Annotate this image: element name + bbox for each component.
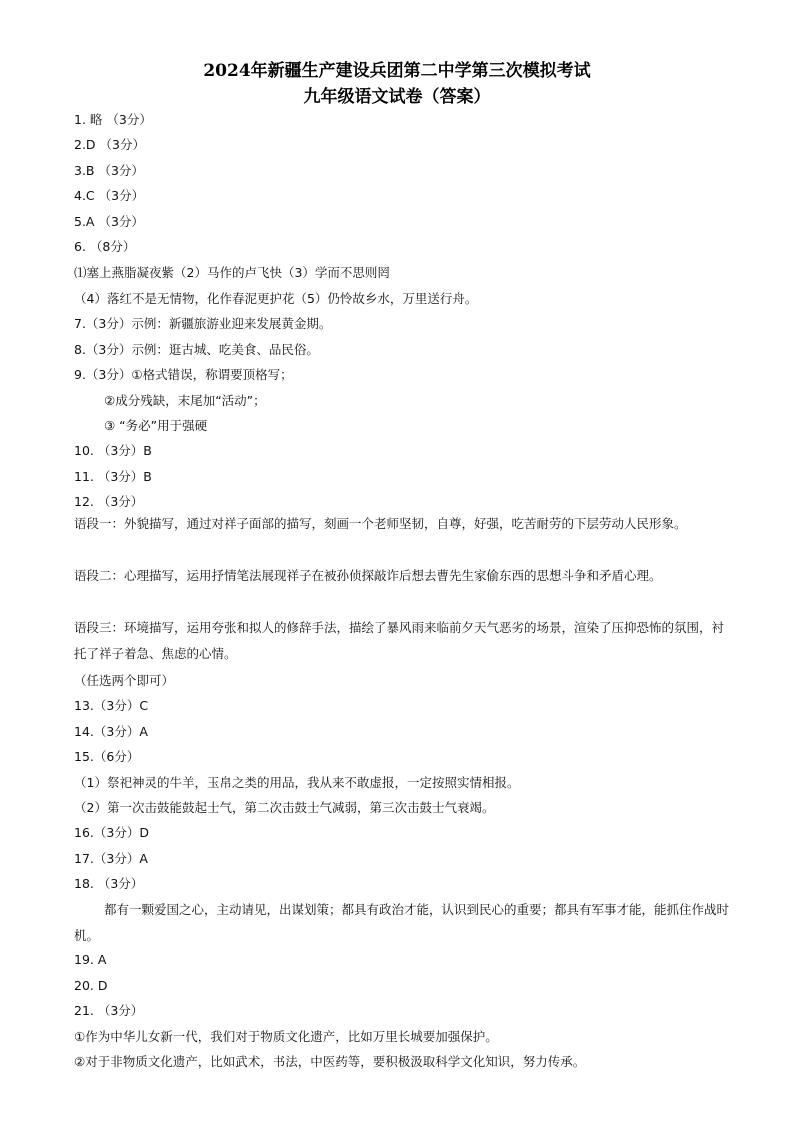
answer-21-part-1: ①作为中华儿女新一代，我们对于物质文化遗产，比如万里长城要加强保护。 [74,1029,498,1044]
answer-21-heading: 21. （3分） [74,1003,144,1018]
answer-6-heading: 6. （8分） [74,239,136,254]
answer-10: 10. （3分）B [74,443,152,458]
answer-13: 13.（3分）C [74,698,149,713]
answer-20: 20. D [74,978,108,993]
answer-12-paragraph-2: 语段二：心理描写，运用抒情笔法展现祥子在被孙侦探敲诈后想去曹先生家偷东西的思想斗争和矛盾心理。 [74,568,662,583]
page-title: 2024年新疆生产建设兵团第二中学第三次模拟考试 [203,61,591,81]
answer-18-paragraph: 都有一颗爱国之心，主动请见，出谋划策；都具有政治才能，认识到民心的重要；都具有军事才能，能抓住作战时机。 [74,902,730,943]
answer-4: 4.C （3分） [74,188,145,203]
answer-9-part-3: ③ “务必”用于强硬 [104,418,208,433]
answer-16: 16.（3分）D [74,825,149,840]
answer-14: 14.（3分）A [74,724,148,739]
answer-12-note: （任选两个即可） [74,673,175,688]
page-subtitle: 九年级语文试卷（答案） [303,87,491,107]
answer-19: 19. A [74,952,107,967]
answer-21-part-2: ②对于非物质文化遗产，比如武术，书法，中医药等，要积极汲取科学文化知识，努力传承。 [74,1054,586,1069]
answer-12-paragraph-1: 语段一：外貌描写，通过对祥子面部的描写，刻画一个老师坚韧，自尊，好强，吃苦耐劳的下层劳动人民形象。 [74,516,687,531]
answer-2: 2.D （3分） [74,137,145,152]
answer-6-part-2: （4）落红不是无情物，化作春泥更护花（5）仍怜故乡水，万里送行舟。 [74,291,478,306]
answer-12-heading: 12. （3分） [74,494,144,509]
answer-15-part-2: （2）第一次击鼓能鼓起士气，第二次击鼓士气减弱，第三次击鼓士气衰竭。 [74,800,495,815]
answer-3: 3.B （3分） [74,163,144,178]
answer-11: 11. （3分）B [74,469,152,484]
answer-5: 5.A （3分） [74,214,144,229]
answer-18-heading: 18. （3分） [74,876,144,891]
answer-7: 7.（3分）示例：新疆旅游业迎来发展黄金期。 [74,316,332,331]
answer-15-part-1: （1）祭祀神灵的牛羊，玉帛之类的用品，我从来不敢虚报，一定按照实情相报。 [74,775,520,790]
answer-15-heading: 15.（6分） [74,749,140,764]
answer-12-paragraph-3: 语段三：环境描写，运用夸张和拟人的修辞手法，描绘了暴风雨来临前夕天气恶劣的场景，渲染了压抑恐怖的氛围，衬托了祥子着急、焦虑的心情。 [74,620,725,661]
answer-17: 17.（3分）A [74,851,148,866]
answer-6-part-1: ⑴塞上燕脂凝夜紫（2）马作的卢飞快（3）学而不思则罔 [74,265,390,280]
answer-8: 8.（3分）示例：逛古城、吃美食、品民俗。 [74,342,319,357]
answer-9-part-2: ②成分残缺，末尾加“活动”； [104,393,266,408]
answer-1: 1. 略 （3分） [74,112,152,127]
answer-9-part-1: 9.（3分）①格式错误，称谓要顶格写； [74,367,293,382]
